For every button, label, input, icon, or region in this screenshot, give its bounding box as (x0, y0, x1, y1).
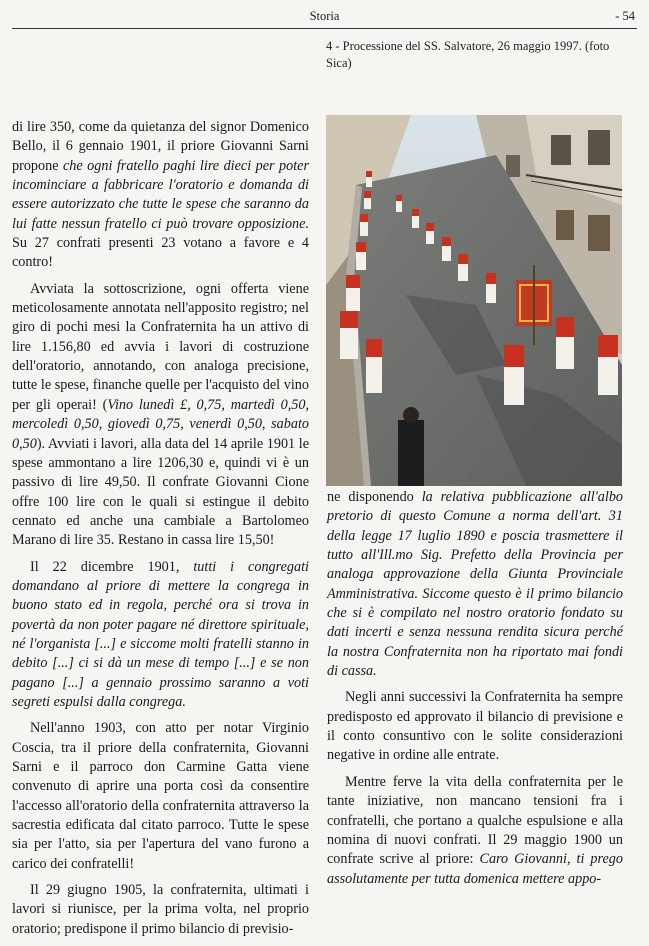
paragraph: Mentre ferve la vita della confraternita per le tante iniziative, non mancano tensioni fra i confratelli, che portano a qualche espulsione e alla nomina di nuovi confrati. Il 29 maggio 1900 un confrate scrive al priore: Caro Giovanni, ti prego assolutamente per tutta domenica mettere appo- (327, 773, 623, 887)
paragraph: Il 29 giugno 1905, la confraternita, ultimati i lavori si riunisce, per la prima volta, nel proprio oratorio; predispone il primo bilancio di previsio- (12, 882, 309, 937)
paragraph: di lire 350, come da quietanza del signor Domenico Bello, il 6 gennaio 1901, il priore Giovanni Sarni propone che ogni fratello paghi lire dieci per poter incominciare a fabbricare l'oratorio e domanda di essere autorizzato che tutte le spese che saranno da lui fatte nessun fratello ci può trovare opposizione. Su 27 confrati presenti 23 votano a favore e 4 contro! (12, 119, 309, 271)
procession-photo-image (326, 115, 622, 486)
section-title: Storia (309, 9, 340, 23)
italic-quote: Caro Giovanni, ti prego assolutamente per tutta domenica mettere appo- (327, 851, 623, 887)
photo-caption: 4 - Processione del SS. Salvatore, 26 maggio 1997. (foto Sica) (326, 39, 610, 70)
italic-quote: tutti i congregati domandano al priore di mettere la congrega in buono stato ed in regola, perché ora si trova in povertà da non poter pagare né direttore spirituale, né l'organista [...] e siccome molti fratelli stanno in debito [...] ci si dà un mese di tempo [...] e se non pagano [...] a gennaio prossimo saranno a voti segreti espulsi dalla congrega. (12, 558, 309, 710)
italic-quote: la relativa pubblicazione all'albo pretorio di questo Comune a norma dell'art. 31 della legge 17 luglio 1890 e poscia trasmettere il tutto all'Ill.mo Sig. Prefetto della Provincia per analoga approvazione della Giunta Provinciale Amministrativa. Siccome questo è il primo bilancio che si è compilato nel nostro oratorio fondato su dati incerti e senza nessuna rendita sicura perché la nostra Confraternita non ha riportato mai fondi di cassa. (327, 489, 624, 680)
paragraph: Il 22 dicembre 1901, tutti i congregati domandano al priore di mettere la congrega in buono stato ed in regola, perché ora si trova in povertà da non poter pagare né direttore spirituale, né l'organista [...] e siccome molti fratelli stanno in debito [...] ci si dà un mese di tempo [...] e se non pagano [...] a gennaio prossimo saranno a voti segreti espulsi dalla congrega. (12, 558, 309, 710)
paragraph: ne disponendo la relativa pubblicazione all'albo pretorio di questo Comune a norma dell'art. 31 della legge 17 luglio 1890 e poscia trasmettere il tutto all'Ill.mo Sig. Prefetto della Provincia per analoga approvazione della Giunta Provinciale Amministrativa. Siccome questo è il primo bilancio che si è compilato nel nostro oratorio fondato su dati incerti e senza nessuna rendita sicura perché la nostra Confraternita non ha riportato mai fondi di cassa. (327, 489, 624, 680)
paragraph: Avviata la sottoscrizione, ogni offerta viene meticolosamente annotata nell'apposito registro; nel giro di pochi mesi la Confraternita ha un attivo di lire 1.156,80 ed avvia i lavori di costruzione dell'oratorio, annotando, con analoga precisione, tutte le spese, finanche quelle per l'acquisto del vino per gli operai! (Vino lunedì £, 0,75, martedì 0,50, mercoledì 0,50, giovedì 0,75, venerdì 0,50, sabato 0,50). Avviati i lavori, alla data del 14 aprile 1901 le spese ammontano a lire 1206,30 e, quindi vi è un passivo di lire 49,50. Il confrate Giovanni Cione offre 100 lire con le quali si estingue il debito cennato ed anche una cambiale a Bartolomeo Marano di lire 35. Restano in cassa lire 15,50! (12, 280, 309, 549)
left-text-column (12, 118, 309, 946)
italic-quote: che ogni fratello paghi lire dieci per poter incominciare a fabbricare l'oratorio e domanda di essere autorizzato che tutte le spese che saranno da lui fatte nessun fratello ci può trovare opposizione. (12, 157, 309, 232)
paragraph: Nell'anno 1903, con atto per notar Virginio Coscia, tra il priore della confraternita, Giovanni Sarni e il parroco don Carmine Gatta viene convenuto di aprire una porta così da consentire l'accesso all'oratorio della confraternita attraverso la sacrestia edificata dal citato parroco. Tutte le spese sia per l'atto, sia per l'apertura del vano furono a carico dei confratelli! (12, 720, 309, 872)
page-number: - 54 (615, 9, 635, 23)
italic-quote: Vino lunedì £, 0,75, martedì 0,50, mercoledì 0,50, giovedì 0,75, venerdì 0,50, sabato 0,50 (12, 396, 309, 452)
right-text-column (327, 488, 623, 896)
paragraph: Negli anni successivi la Confraternita ha sempre predisposto ed approvato il bilancio di previsione e il conto consuntivo con le solite considerazioni negative in ordine alle entrate. (327, 689, 623, 764)
page-header (12, 8, 637, 29)
procession-photo (326, 115, 622, 486)
